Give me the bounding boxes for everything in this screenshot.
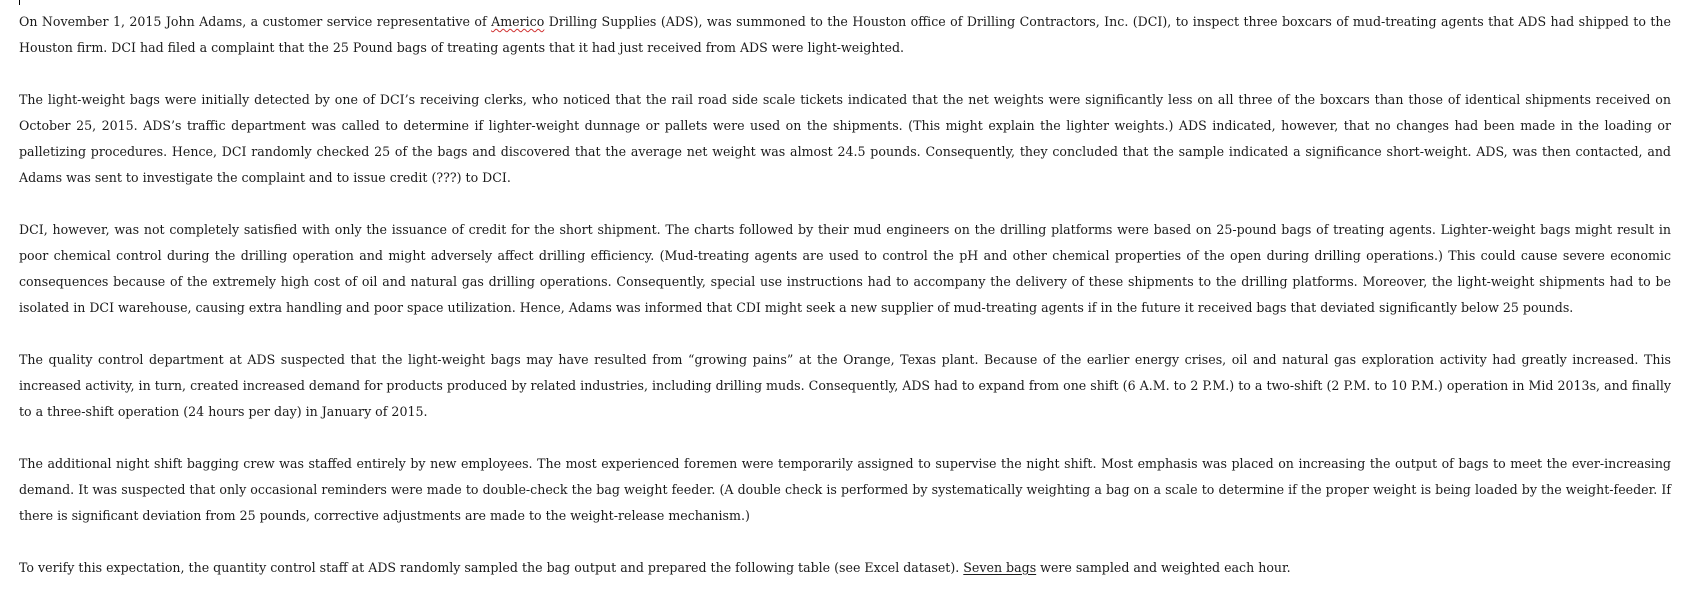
p6-text-a: To verify this expectation, the quantity control staff at ADS randomly sampled the bag output and prepared the following table (see Excel dataset). [19, 560, 964, 575]
paragraph-3 [19, 217, 1671, 321]
document-body[interactable] [19, 9, 1671, 607]
paragraph-6 [19, 555, 1671, 581]
p4-text: The quality control department at ADS suspected that the light-weight bags may have resulted from “growing pains” at the Orange, Texas plant. Because of the earlier energy crises, oil and natural gas exploration activity had greatly increased. This increased activity, in turn, created increased demand for products produced by related industries, including drilling muds. Consequently, ADS had to expand from one shift (6 A.M. to 2 P.M.) to a two-shift (2 P.M. to 10 P.M.) operation in Mid 2013s, and finally to a three-shift operation (24 hours per day) in January of 2015. [19, 352, 1671, 419]
p6-underlined-phrase: Seven bags [963, 560, 1037, 575]
text-cursor [19, 0, 20, 5]
p2-text: The light-weight bags were initially detected by one of DCI’s receiving clerks, who noticed that the rail road side scale tickets indicated that the net weights were significantly less on all three of the boxcars than those of identical shipments received on October 25, 2015. ADS’s traffic department was called to determine if lighter-weight dunnage or pallets were used on the shipments. (This might explain the lighter weights.) ADS indicated, however, that no changes had been made in the loading or palletizing procedures. Hence, DCI randomly checked 25 of the bags and discovered that the average net weight was almost 24.5 pounds. Consequently, they concluded that the sample indicated a significance short-weight. ADS, was then contacted, and Adams was sent to investigate the complaint and to issue credit (???) to DCI. [19, 92, 1671, 185]
p1-text-a: On November 1, 2015 John Adams, a customer service representative of [19, 14, 492, 29]
paragraph-4 [19, 347, 1671, 425]
p5-text: The additional night shift bagging crew was staffed entirely by new employees. The most experienced foremen were temporarily assigned to supervise the night shift. Most emphasis was placed on increasing the output of bags to meet the ever-increasing demand. It was suspected that only occasional reminders were made to double-check the bag weight feeder. (A double check is performed by systematically weighting a bag on a scale to determine if the proper weight is being loaded by the weight-feeder. If there is significant deviation from 25 pounds, corrective adjustments are made to the weight-release mechanism.) [19, 456, 1671, 523]
p1-misspelled-word[interactable]: Americo [491, 14, 545, 29]
paragraph-2 [19, 87, 1671, 191]
p3-text: DCI, however, was not completely satisfied with only the issuance of credit for the short shipment. The charts followed by their mud engineers on the drilling platforms were based on 25-pound bags of treating agents. Lighter-weight bags might result in poor chemical control during the drilling operation and might adversely affect drilling efficiency. (Mud-treating agents are used to control the pH and other chemical properties of the open during drilling operations.) This could cause severe economic consequences because of the extremely high cost of oil and natural gas drilling operations. Consequently, special use instructions had to accompany the delivery of these shipments to the drilling platforms. Moreover, the light-weight shipments had to be isolated in DCI warehouse, causing extra handling and poor space utilization. Hence, Adams was informed that CDI might seek a new supplier of mud-treating agents if in the future it received bags that deviated significantly below 25 pounds. [19, 222, 1671, 315]
paragraph-5 [19, 451, 1671, 529]
paragraph-1 [19, 9, 1671, 61]
p6-text-b: were sampled and weighted each hour. [1036, 560, 1291, 575]
p1-text-b: Drilling Supplies (ADS), was summoned to the Houston office of Drilling Contractors, Inc. (DCI), to inspect three boxcars of mud-treating agents that ADS had shipped to the Houston firm. DCI had filed a complaint that the 25 Pound bags of treating agents that it had just received from ADS were light-weighted. [19, 14, 1671, 55]
